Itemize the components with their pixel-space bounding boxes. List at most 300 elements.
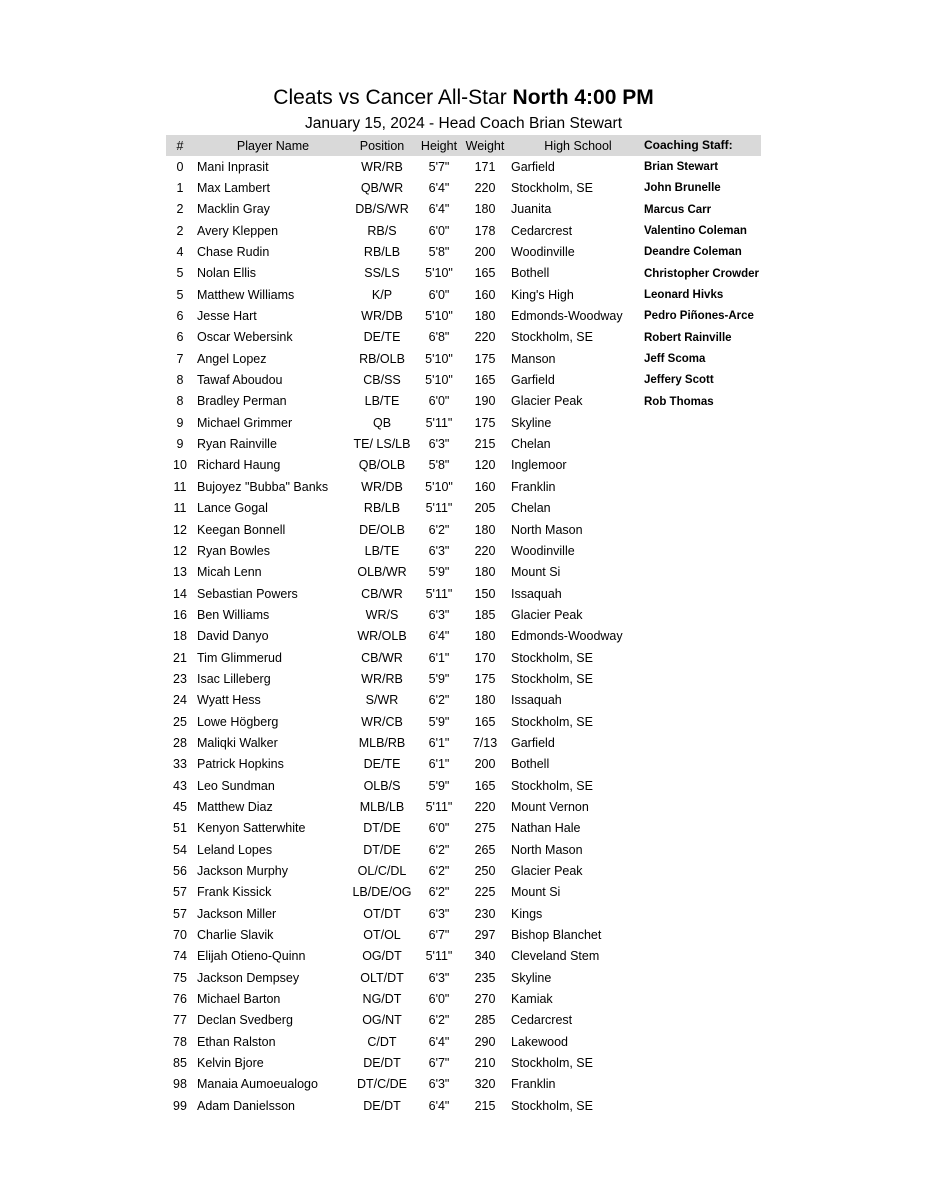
table-row [166,818,645,839]
player-high-school: Edmonds-Woodway [511,629,623,644]
player-number: 21 [173,650,187,665]
coaching-staff-member: Valentino Coleman [644,225,747,238]
player-name: Leo Sundman [197,778,275,793]
table-row [166,711,645,732]
player-position: OT/OL [363,928,401,943]
player-position: OLB/WR [357,565,407,580]
player-weight: 7/13 [472,735,498,750]
player-height: 5'9" [428,565,450,580]
title-prefix: Cleats vs Cancer All-Star [273,86,513,109]
player-name: Manaia Aumoeualogo [197,1077,318,1092]
player-name: Ethan Ralston [197,1034,276,1049]
title-game-time: North 4:00 PM [512,86,654,109]
player-high-school: Inglemoor [511,458,567,473]
player-high-school: Mount Si [511,565,561,580]
player-weight: 225 [474,885,496,900]
player-name: Oscar Webersink [197,330,293,345]
player-height: 5'8" [428,458,450,473]
player-name: Kelvin Bjore [197,1056,264,1071]
player-number: 2 [176,202,184,217]
player-weight: 320 [474,1077,496,1092]
player-high-school: Stockholm, SE [511,714,593,729]
player-position: DT/C/DE [357,1077,407,1092]
player-number: 24 [173,693,187,708]
player-position: DB/S/WR [355,202,409,217]
player-position: WR/RB [361,671,403,686]
player-height: 6'3" [428,970,450,985]
table-row [166,903,645,924]
player-position: OLB/S [363,778,401,793]
player-weight: 275 [474,821,496,836]
player-high-school: Edmonds-Woodway [511,309,623,324]
player-weight: 265 [474,842,496,857]
player-weight: 220 [474,543,496,558]
player-position: MLB/RB [358,735,406,750]
player-weight: 215 [474,1098,496,1113]
player-number: 11 [173,479,187,494]
player-position: OL/C/DL [357,864,407,879]
player-position: WR/S [365,607,399,622]
player-name: Isac Lilleberg [197,671,271,686]
player-weight: 220 [474,799,496,814]
player-name: Macklin Gray [197,202,270,217]
player-height: 6'7" [428,1056,450,1071]
player-height: 5'9" [428,671,450,686]
player-position: QB/OLB [358,458,406,473]
player-height: 6'2" [428,1013,450,1028]
player-high-school: Mount Si [511,885,561,900]
player-name: Declan Svedberg [197,1013,293,1028]
player-name: Avery Kleppen [197,223,279,238]
player-height: 6'4" [428,1098,450,1113]
player-position: RB/LB [363,501,401,516]
player-height: 6'0" [428,223,450,238]
player-position: DT/DE [363,842,401,857]
table-row [166,1010,645,1031]
player-name: Matthew Williams [197,287,295,302]
player-weight: 270 [474,992,496,1007]
player-number: 54 [173,842,187,857]
table-row [166,604,645,625]
player-name: Jackson Dempsey [197,970,300,985]
player-weight: 175 [474,415,496,430]
player-weight: 180 [474,202,496,217]
player-number: 45 [173,799,187,814]
player-position: RB/LB [363,245,401,260]
player-high-school: Lakewood [511,1034,568,1049]
player-position: CB/SS [363,373,401,388]
table-row [166,412,645,433]
player-number: 7 [176,351,184,366]
player-weight: 180 [474,629,496,644]
table-row [166,220,645,241]
coaching-staff-member: John Brunelle [644,182,721,195]
player-position: OG/NT [362,1013,402,1028]
player-height: 5'10" [425,309,453,324]
table-row [166,476,645,497]
coaching-staff-member: Jeffery Scott [644,374,714,387]
player-name: Matthew Diaz [197,799,273,814]
player-number: 5 [176,266,184,281]
coaching-staff-member: Leonard Hivks [644,289,724,302]
player-height: 6'4" [428,629,450,644]
player-number: 76 [173,992,187,1007]
player-high-school: Juanita [511,202,552,217]
player-name: Jesse Hart [197,309,257,324]
player-weight: 178 [474,223,496,238]
player-high-school: Issaquah [511,586,562,601]
player-number: 25 [173,714,187,729]
player-high-school: Cedarcrest [511,1013,573,1028]
player-number: 78 [173,1034,187,1049]
player-number: 23 [173,671,187,686]
player-name: Jackson Miller [197,906,277,921]
player-name: Tim Glimmerud [197,650,282,665]
player-height: 5'11" [425,586,453,601]
table-row [166,327,645,348]
table-row [166,241,645,262]
player-weight: 180 [474,522,496,537]
player-number: 14 [173,586,187,601]
player-height: 5'7" [428,159,450,174]
coaching-staff-member: Deandre Coleman [644,246,742,259]
player-height: 5'8" [428,245,450,260]
player-number: 33 [173,757,187,772]
table-row [166,626,645,647]
player-position: S/WR [365,693,399,708]
player-number: 51 [173,821,187,836]
player-high-school: Mount Vernon [511,799,589,814]
player-high-school: Stockholm, SE [511,1056,593,1071]
table-row [166,690,645,711]
player-high-school: Manson [511,351,556,366]
coaching-staff-header: Coaching Staff: [640,135,761,156]
player-high-school: Cleveland Stem [511,949,600,964]
player-high-school: Kamiak [511,992,553,1007]
player-position: LB/DE/OG [352,885,412,900]
page-title [0,85,927,111]
player-position: OLT/DT [360,970,404,985]
player-number: 6 [176,330,184,345]
player-height: 6'4" [428,202,450,217]
player-height: 6'0" [428,821,450,836]
player-high-school: Issaquah [511,693,562,708]
player-position: RB/OLB [359,351,405,366]
player-weight: 180 [474,693,496,708]
coaching-staff-panel [640,135,761,413]
player-weight: 175 [474,351,496,366]
player-name: Maliqki Walker [197,735,278,750]
player-number: 2 [176,223,184,238]
player-height: 6'3" [428,437,450,452]
player-high-school: North Mason [511,842,583,857]
coaching-staff-member: Rob Thomas [644,395,714,408]
player-weight: 220 [474,181,496,196]
player-weight: 210 [474,1056,496,1071]
player-height: 6'2" [428,693,450,708]
page-subtitle: January 15, 2024 - Head Coach Brian Stewart [304,115,623,132]
player-weight: 200 [474,245,496,260]
table-row [166,1052,645,1073]
player-high-school: Skyline [511,415,552,430]
table-row [166,348,645,369]
player-position: WR/DB [361,309,403,324]
coaching-staff-list [640,156,761,413]
player-name: Nolan Ellis [197,266,257,281]
player-high-school: Stockholm, SE [511,1098,593,1113]
player-position: DE/TE [363,757,401,772]
player-number: 4 [176,245,184,260]
table-row [166,775,645,796]
player-height: 6'0" [428,287,450,302]
player-high-school: Glacier Peak [511,394,583,409]
player-name: Keegan Bonnell [197,522,286,537]
player-high-school: Garfield [511,735,555,750]
player-high-school: Stockholm, SE [511,181,593,196]
player-name: Tawaf Aboudou [197,373,283,388]
player-position: DE/OLB [359,522,405,537]
player-weight: 160 [474,287,496,302]
player-number: 12 [173,543,187,558]
player-weight: 200 [474,757,496,772]
player-name: Bradley Perman [197,394,287,409]
player-height: 6'7" [428,928,450,943]
player-name: Leland Lopes [197,842,273,857]
table-row [166,988,645,1009]
player-weight: 230 [474,906,496,921]
table-row [166,946,645,967]
player-name: Angel Lopez [197,351,267,366]
table-row [166,796,645,817]
player-number: 99 [173,1098,187,1113]
player-name: Ryan Bowles [197,543,270,558]
player-high-school: Nathan Hale [511,821,581,836]
table-row [166,305,645,326]
table-row [166,668,645,689]
table-row [166,1074,645,1095]
player-name: Sebastian Powers [197,586,298,601]
player-height: 6'8" [428,330,450,345]
player-height: 6'2" [428,885,450,900]
player-weight: 205 [474,501,496,516]
player-position: K/P [371,287,393,302]
column-header-number: # [166,135,194,156]
player-height: 5'10" [425,479,453,494]
player-number: 74 [173,949,187,964]
table-row [166,924,645,945]
player-number: 6 [176,309,184,324]
coaching-staff-member: Robert Rainville [644,331,732,344]
roster-table [166,135,645,1116]
roster-body [166,156,645,1116]
player-high-school: Skyline [511,970,552,985]
player-height: 5'10" [425,351,453,366]
column-header-high-school: High School [507,135,645,156]
player-weight: 171 [474,159,496,174]
player-number: 43 [173,778,187,793]
table-row [166,369,645,390]
column-header-weight: Weight [463,135,507,156]
player-high-school: Stockholm, SE [511,650,593,665]
table-row [166,199,645,220]
table-row [166,860,645,881]
player-position: CB/WR [361,586,403,601]
player-weight: 165 [474,714,496,729]
player-height: 5'10" [425,373,453,388]
player-weight: 185 [474,607,496,622]
table-row [166,498,645,519]
player-name: David Danyo [197,629,269,644]
player-height: 5'11" [425,799,453,814]
column-header-position: Position [349,135,415,156]
player-number: 28 [173,735,187,750]
player-name: Kenyon Satterwhite [197,821,306,836]
column-header-player-name: Player Name [194,135,349,156]
player-height: 6'1" [428,757,450,772]
player-name: Elijah Otieno-Quinn [197,949,306,964]
player-name: Michael Grimmer [197,415,293,430]
player-high-school: Woodinville [511,245,575,260]
player-name: Lowe Högberg [197,714,279,729]
player-weight: 165 [474,778,496,793]
player-number: 8 [176,373,184,388]
player-high-school: Stockholm, SE [511,330,593,345]
table-row [166,455,645,476]
player-number: 9 [176,415,184,430]
table-row [166,156,645,177]
player-position: QB/WR [360,181,404,196]
player-position: OG/DT [362,949,402,964]
player-weight: 297 [474,928,496,943]
player-name: Chase Rudin [197,245,270,260]
player-name: Frank Kissick [197,885,272,900]
player-number: 98 [173,1077,187,1092]
player-name: Michael Barton [197,992,281,1007]
player-number: 77 [173,1013,187,1028]
table-row [166,284,645,305]
table-row [166,562,645,583]
player-high-school: Franklin [511,1077,556,1092]
player-position: DT/DE [363,821,401,836]
player-height: 6'3" [428,543,450,558]
player-high-school: North Mason [511,522,583,537]
player-weight: 290 [474,1034,496,1049]
player-height: 6'0" [428,992,450,1007]
player-height: 6'2" [428,842,450,857]
table-row [166,177,645,198]
column-header-height: Height [415,135,463,156]
player-number: 13 [173,565,187,580]
player-number: 8 [176,394,184,409]
player-height: 5'9" [428,714,450,729]
roster-header [166,135,645,156]
player-height: 5'9" [428,778,450,793]
table-row [166,754,645,775]
player-height: 5'10" [425,266,453,281]
player-position: LB/TE [364,543,400,558]
player-height: 5'11" [425,949,453,964]
player-name: Ben Williams [197,607,270,622]
player-position: C/DT [367,1034,397,1049]
coaching-staff-member: Marcus Carr [644,203,712,216]
coaching-staff-member: Brian Stewart [644,161,719,173]
player-weight: 160 [474,479,496,494]
player-name: Adam Danielsson [197,1098,295,1113]
player-name: Patrick Hopkins [197,757,284,772]
table-row [166,1095,645,1116]
player-position: WR/CB [361,714,403,729]
player-weight: 235 [474,970,496,985]
player-number: 9 [176,437,184,452]
player-name: Lance Gogal [197,501,268,516]
player-height: 6'3" [428,607,450,622]
player-number: 85 [173,1056,187,1071]
player-position: TE/ LS/LB [353,437,411,452]
player-high-school: Kings [511,906,543,921]
player-position: WR/DB [361,479,403,494]
player-high-school: Garfield [511,159,555,174]
player-weight: 180 [474,565,496,580]
player-high-school: Bothell [511,266,550,281]
player-weight: 190 [474,394,496,409]
player-height: 6'1" [428,735,450,750]
coaching-staff-member: Christopher Crowder [644,267,760,280]
player-position: MLB/LB [359,799,405,814]
player-height: 6'3" [428,1077,450,1092]
player-weight: 150 [474,586,496,601]
player-position: NG/DT [362,992,402,1007]
player-number: 57 [173,906,187,921]
player-number: 75 [173,970,187,985]
player-name: Jackson Murphy [197,864,289,879]
table-row [166,732,645,753]
player-weight: 120 [474,458,496,473]
player-height: 6'2" [428,522,450,537]
player-weight: 165 [474,266,496,281]
player-position: DE/DT [363,1056,401,1071]
player-high-school: Chelan [511,437,551,452]
player-name: Richard Haung [197,458,281,473]
player-high-school: Franklin [511,479,556,494]
coaching-staff-member: Jeff Scoma [644,353,706,366]
player-number: 18 [173,629,187,644]
player-weight: 285 [474,1013,496,1028]
player-name: Wyatt Hess [197,693,261,708]
player-position: DE/DT [363,1098,401,1113]
player-position: CB/WR [361,650,403,665]
player-weight: 250 [474,864,496,879]
player-weight: 175 [474,671,496,686]
player-weight: 220 [474,330,496,345]
player-height: 6'0" [428,394,450,409]
player-height: 5'11" [425,415,453,430]
table-row [166,1031,645,1052]
player-high-school: Stockholm, SE [511,671,593,686]
player-number: 5 [176,287,184,302]
player-height: 6'1" [428,650,450,665]
player-number: 57 [173,885,187,900]
player-number: 56 [173,864,187,879]
player-number: 16 [173,607,187,622]
player-height: 6'2" [428,864,450,879]
table-row [166,647,645,668]
player-high-school: Glacier Peak [511,607,583,622]
coaching-staff-member: Pedro Piñones-Arce [644,310,754,323]
player-high-school: Garfield [511,373,555,388]
player-high-school: Chelan [511,501,551,516]
player-high-school: Bothell [511,757,550,772]
player-number: 10 [173,458,187,473]
